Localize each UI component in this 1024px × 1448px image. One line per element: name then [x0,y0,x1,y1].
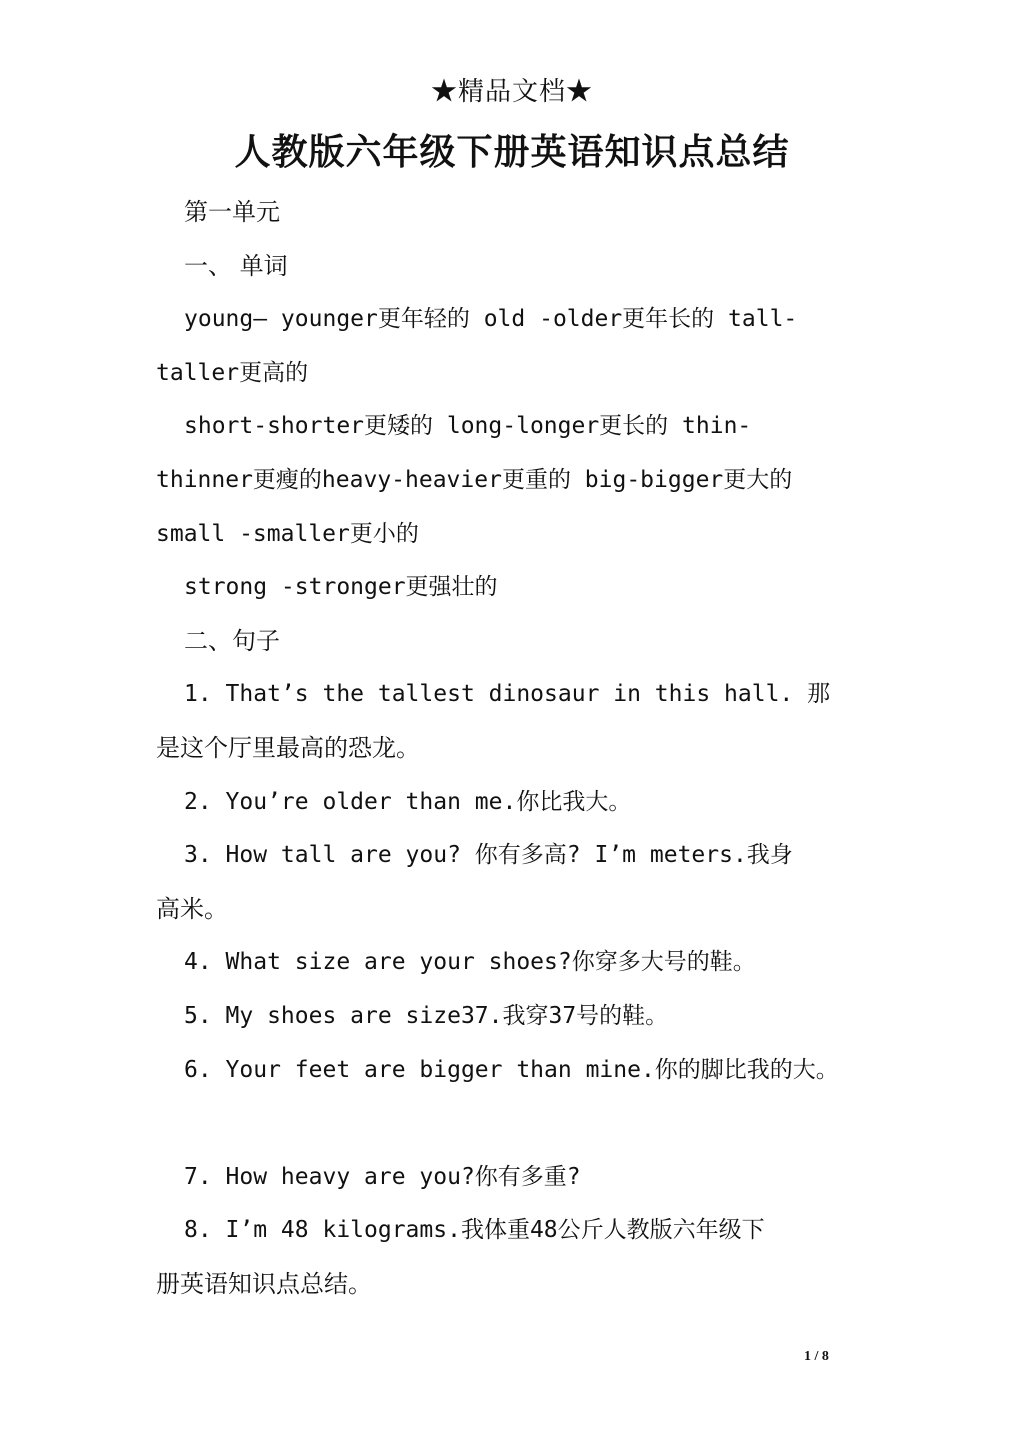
sentence-line: 4. What size are your shoes?你穿多大号的鞋。 [184,949,756,976]
word-line: small -smaller更小的 [156,520,419,547]
word-line: thinner更瘦的heavy-heavier更重的 big-bigger更大的 [156,466,793,493]
section-heading-words: 一、 单词 [184,251,288,280]
sentence-line: 6. Your feet are bigger than mine.你的脚比我的大。 [184,1056,839,1083]
sentence-line: 3. How tall are you? 你有多高? I’m meters.我身 [184,842,793,869]
unit-heading: 第一单元 [184,198,280,226]
page-title: 人教版六年级下册英语知识点总结 [234,131,790,173]
sentence-line: 高米。 [156,894,228,923]
word-line: strong -stronger更强壮的 [184,574,498,601]
header-mark: ★精品文档★ [430,77,593,107]
section-heading-sentences: 二、句子 [184,626,280,655]
word-line: short-shorter更矮的 long-longer更长的 thin- [184,413,752,440]
sentence-line: 2. You’re older than me.你比我大。 [184,788,632,815]
sentence-line: 是这个厅里最高的恐龙。 [156,733,420,762]
paragraph-gap [156,1097,870,1151]
word-line: young— younger更年轻的 old -older更年长的 tall- [184,306,798,333]
word-line: taller更高的 [156,359,309,386]
document-body [156,186,870,1311]
sentence-line: 5. My shoes are size37.我穿37号的鞋。 [184,1002,669,1029]
sentence-line: 1. That’s the tallest dinosaur in this hall. 那 [184,681,831,708]
sentence-line: 8. I’m 48 kilograms.我体重48公斤人教版六年级下 [184,1217,765,1244]
sentence-line: 7. How heavy are you?你有多重? [184,1163,581,1190]
sentence-line: 册英语知识点总结。 [156,1269,372,1298]
page-number: 1 / 8 [804,1349,829,1364]
